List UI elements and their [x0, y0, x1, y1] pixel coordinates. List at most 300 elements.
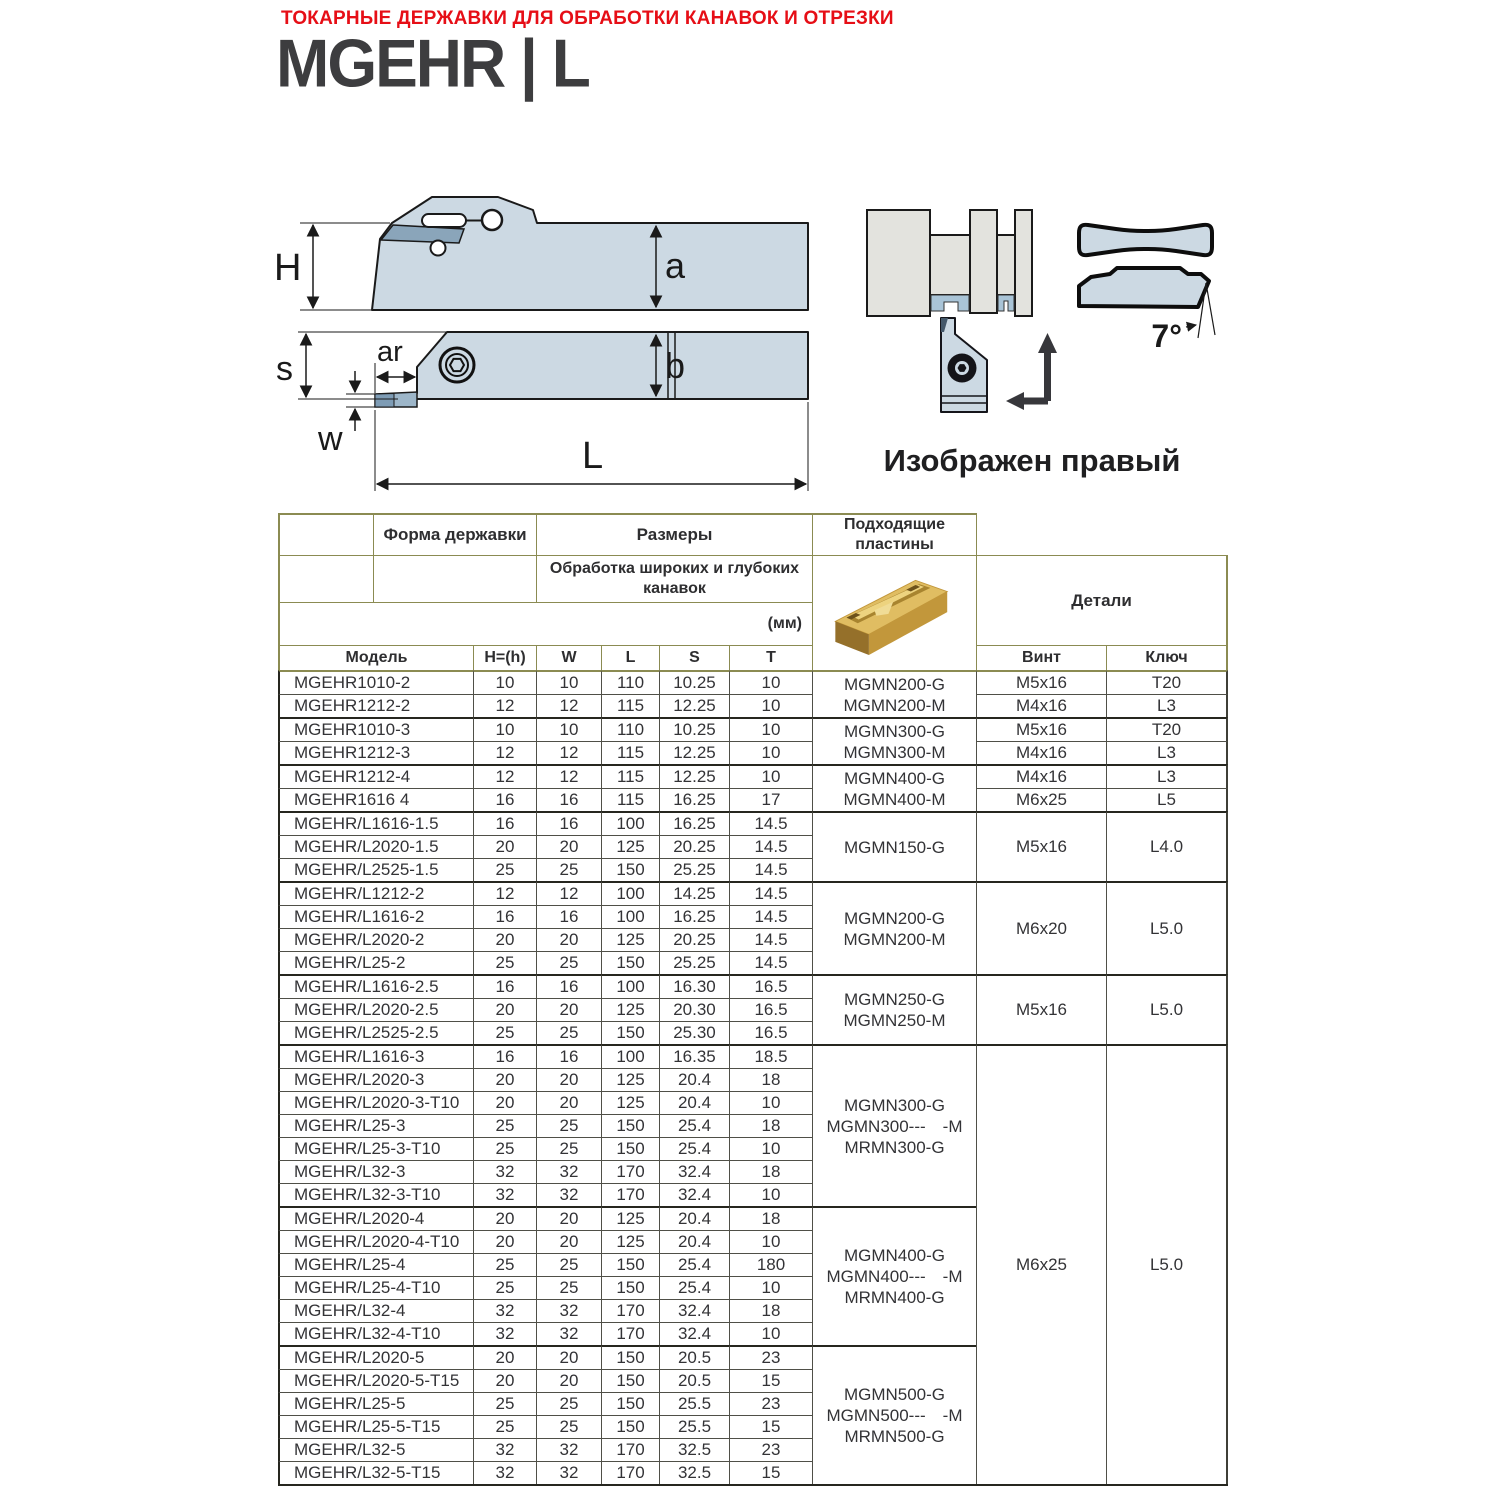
h-cell: 12 [473, 881, 536, 905]
h-cell: 25 [473, 1137, 536, 1160]
plates-cell [812, 1044, 976, 1206]
w-cell: 12 [536, 881, 601, 905]
h-cell: 20 [473, 835, 536, 858]
s-cell: 20.4 [659, 1206, 729, 1230]
s-cell: 10.25 [659, 717, 729, 741]
w-cell: 16 [536, 811, 601, 835]
workpiece-web [930, 235, 970, 295]
screw-cell: M5x16 [976, 670, 1106, 694]
l-cell: 150 [601, 858, 659, 881]
w-cell: 16 [536, 974, 601, 998]
s-cell: 32.5 [659, 1438, 729, 1461]
t-cell: 18.5 [729, 1044, 812, 1068]
screw-cell: M4x16 [976, 741, 1106, 764]
l-cell: 125 [601, 1230, 659, 1253]
l-cell: 170 [601, 1299, 659, 1322]
holder-side-view [274, 197, 808, 310]
t-cell: 14.5 [729, 951, 812, 974]
s-cell: 16.25 [659, 788, 729, 811]
l-cell: 150 [601, 1114, 659, 1137]
t-cell: 15 [729, 1461, 812, 1484]
table-row [278, 788, 1228, 811]
t-cell: 18 [729, 1114, 812, 1137]
model-cell: MGEHR/L25-2 [278, 951, 473, 974]
holder-table-body [278, 670, 1228, 1484]
model-cell: MGEHR1212-4 [278, 764, 473, 788]
spec-table [278, 513, 1228, 1484]
model-cell: MGEHR1010-2 [278, 670, 473, 694]
dimensions-header: Размеры [536, 513, 812, 555]
plates-cell [812, 811, 976, 881]
w-cell: 20 [536, 1068, 601, 1091]
model-column-header: Модель [278, 645, 473, 670]
h-cell: 25 [473, 951, 536, 974]
s-cell: 12.25 [659, 741, 729, 764]
w-cell: 20 [536, 998, 601, 1021]
h-cell: 25 [473, 1392, 536, 1415]
model-cell: MGEHR/L32-4 [278, 1299, 473, 1322]
model-cell: MGEHR/L25-3 [278, 1114, 473, 1137]
model-cell: MGEHR/L2525-2.5 [278, 1021, 473, 1044]
l-cell: 170 [601, 1160, 659, 1183]
l-cell: 150 [601, 1369, 659, 1392]
w-cell: 12 [536, 741, 601, 764]
plate-name: MRMN500-G [844, 1427, 945, 1446]
w-column-header: W [536, 645, 601, 670]
h-cell: 25 [473, 1253, 536, 1276]
t-cell: 16.5 [729, 998, 812, 1021]
t-cell: 14.5 [729, 858, 812, 881]
t-cell: 23 [729, 1438, 812, 1461]
s-cell: 20.30 [659, 998, 729, 1021]
plate-name: MGMN250-G [843, 990, 946, 1009]
t-cell: 10 [729, 717, 812, 741]
w-cell: 25 [536, 1415, 601, 1438]
dim-label-b: b [665, 345, 686, 386]
screw-cell: M4x16 [976, 694, 1106, 717]
insert-profiles [1079, 225, 1215, 354]
w-cell: 12 [536, 694, 601, 717]
plate-name: MGMN400-G [843, 768, 946, 788]
h-cell: 25 [473, 1276, 536, 1299]
s-cell: 32.5 [659, 1461, 729, 1484]
key-cell: L5.0 [1106, 1044, 1228, 1484]
plates-cell [812, 881, 976, 974]
model-cell: MGEHR1212-3 [278, 741, 473, 764]
t-cell: 23 [729, 1345, 812, 1369]
s-cell: 16.30 [659, 974, 729, 998]
screw-cell: M4x16 [976, 764, 1106, 788]
l-cell: 100 [601, 905, 659, 928]
s-cell: 32.4 [659, 1322, 729, 1345]
l-cell: 110 [601, 670, 659, 694]
model-cell: MGEHR/L25-4 [278, 1253, 473, 1276]
t-cell: 17 [729, 788, 812, 811]
plate-name: MGMN400--- -M [826, 1267, 963, 1286]
workpiece-rib [1015, 210, 1032, 316]
s-cell: 10.25 [659, 670, 729, 694]
w-cell: 32 [536, 1322, 601, 1345]
model-cell: MGEHR/L32-3-T10 [278, 1183, 473, 1206]
l-cell: 150 [601, 1415, 659, 1438]
table-row [278, 881, 1228, 905]
t-cell: 18 [729, 1068, 812, 1091]
model-cell: MGEHR/L2020-3 [278, 1068, 473, 1091]
model-cell: MGEHR/L2020-5 [278, 1345, 473, 1369]
plate-name: MGMN300--- -M [826, 1116, 963, 1136]
w-cell: 10 [536, 670, 601, 694]
dim-label-ar: ar [377, 336, 403, 368]
l-cell: 150 [601, 1137, 659, 1160]
t-cell: 10 [729, 694, 812, 717]
w-cell: 32 [536, 1461, 601, 1484]
t-cell: 10 [729, 764, 812, 788]
key-cell: L5 [1106, 788, 1228, 811]
dim-label-H: H [274, 247, 302, 289]
h-cell: 32 [473, 1461, 536, 1484]
workpiece-illustration [867, 210, 1057, 412]
t-cell: 15 [729, 1369, 812, 1392]
s-cell: 25.25 [659, 951, 729, 974]
s-cell: 12.25 [659, 764, 729, 788]
s-cell: 32.4 [659, 1183, 729, 1206]
l-cell: 125 [601, 1068, 659, 1091]
dim-label-a: a [665, 245, 686, 286]
plate-name: MGMN300-G [843, 721, 946, 741]
s-cell: 20.25 [659, 835, 729, 858]
w-cell: 32 [536, 1183, 601, 1206]
model-cell: MGEHR/L1616-1.5 [278, 811, 473, 835]
details-header: Детали [976, 555, 1228, 645]
s-cell: 25.30 [659, 1021, 729, 1044]
l-cell: 150 [601, 1276, 659, 1299]
h-cell: 32 [473, 1299, 536, 1322]
l-cell: 100 [601, 881, 659, 905]
t-cell: 18 [729, 1160, 812, 1183]
plate-name: MGMN200-M [843, 695, 946, 715]
table-row [278, 741, 1228, 764]
page-eyebrow: ТОКАРНЫЕ ДЕРЖАВКИ ДЛЯ ОБРАБОТКИ КАНАВОК И ОТРЕЗКИ [281, 8, 894, 29]
s-cell: 16.25 [659, 905, 729, 928]
l-cell: 170 [601, 1322, 659, 1345]
model-cell: MGEHR/L2020-3-T10 [278, 1091, 473, 1114]
model-cell: MGEHR/L32-5 [278, 1438, 473, 1461]
t-cell: 16.5 [729, 1021, 812, 1044]
w-cell: 20 [536, 1369, 601, 1392]
h-cell: 16 [473, 905, 536, 928]
model-cell: MGEHR/L2020-5-T15 [278, 1369, 473, 1392]
model-cell: MGEHR1616 4 [278, 788, 473, 811]
model-cell: MGEHR/L2020-2.5 [278, 998, 473, 1021]
key-cell: T20 [1106, 670, 1228, 694]
model-cell: MGEHR/L25-4-T10 [278, 1276, 473, 1299]
t-cell: 14.5 [729, 811, 812, 835]
header-spacer-cell [373, 555, 536, 602]
t-cell: 18 [729, 1299, 812, 1322]
model-cell: MGEHR/L32-3 [278, 1160, 473, 1183]
insert-front-profile [1079, 225, 1212, 255]
key-cell: L3 [1106, 741, 1228, 764]
l-cell: 125 [601, 928, 659, 951]
table-row [278, 717, 1228, 741]
model-cell: MGEHR/L1616-3 [278, 1044, 473, 1068]
t-cell: 10 [729, 670, 812, 694]
s-cell: 25.5 [659, 1392, 729, 1415]
screw-cell: M6x25 [976, 1044, 1106, 1484]
l-cell: 150 [601, 1253, 659, 1276]
table-row [278, 764, 1228, 788]
angle-arrow [1186, 325, 1196, 327]
model-cell: MGEHR/L32-5-T15 [278, 1461, 473, 1484]
model-cell: MGEHR/L1616-2 [278, 905, 473, 928]
units-header: (мм) [278, 602, 812, 645]
w-cell: 10 [536, 717, 601, 741]
spec-table-wrap [278, 513, 1228, 1486]
plate-name: MRMN300-G [844, 1137, 945, 1157]
key-cell: T20 [1106, 717, 1228, 741]
s-column-header: S [659, 645, 729, 670]
table-row [278, 670, 1228, 694]
l-cell: 170 [601, 1183, 659, 1206]
w-cell: 20 [536, 835, 601, 858]
s-cell: 25.25 [659, 858, 729, 881]
h-cell: 16 [473, 974, 536, 998]
h-cell: 25 [473, 858, 536, 881]
h-cell: 25 [473, 1021, 536, 1044]
t-cell: 15 [729, 1415, 812, 1438]
screw-column-header: Винт [976, 645, 1106, 670]
plates-cell [812, 1345, 976, 1484]
h-cell: 20 [473, 1206, 536, 1230]
l-cell: 115 [601, 741, 659, 764]
l-cell: 170 [601, 1438, 659, 1461]
plates-cell [812, 974, 976, 1044]
holder-plan-view [276, 332, 808, 491]
t-cell: 14.5 [729, 881, 812, 905]
groove-cut [998, 295, 1014, 311]
l-cell: 150 [601, 1345, 659, 1369]
h-cell: 20 [473, 1345, 536, 1369]
drawing-caption: Изображен правый [883, 443, 1181, 478]
dim-label-s: s [276, 350, 293, 388]
header-row-machining [278, 555, 1228, 602]
key-column-header: Ключ [1106, 645, 1228, 670]
groove-cut [931, 295, 969, 311]
workpiece-rib [970, 210, 997, 313]
table-row [278, 811, 1228, 835]
screw-cell: M5x16 [976, 717, 1106, 741]
model-cell: MGEHR/L32-4-T10 [278, 1322, 473, 1345]
dim-label-L: L [582, 435, 604, 477]
w-cell: 20 [536, 1091, 601, 1114]
plate-name: MGMN200-G [843, 908, 946, 928]
w-cell: 20 [536, 928, 601, 951]
w-cell: 16 [536, 905, 601, 928]
h-cell: 10 [473, 670, 536, 694]
l-cell: 150 [601, 1021, 659, 1044]
model-cell: MGEHR/L2525-1.5 [278, 858, 473, 881]
clamp-screw-hole [482, 210, 502, 230]
s-cell: 25.4 [659, 1137, 729, 1160]
t-cell: 14.5 [729, 928, 812, 951]
gold-insert-photo [820, 558, 970, 668]
h-cell: 12 [473, 694, 536, 717]
w-cell: 25 [536, 858, 601, 881]
s-cell: 20.4 [659, 1068, 729, 1091]
model-cell: MGEHR/L2020-1.5 [278, 835, 473, 858]
screw-cell: M6x25 [976, 788, 1106, 811]
machining-header: Обработка широких и глубоких канавок [536, 555, 812, 602]
plate-name: MGMN250-M [843, 1011, 946, 1030]
plates-cell [812, 764, 976, 811]
header-row-groups [278, 513, 1228, 555]
plate-name: MGMN150-G [843, 837, 946, 857]
s-cell: 20.25 [659, 928, 729, 951]
h-cell: 32 [473, 1438, 536, 1461]
l-cell: 125 [601, 1206, 659, 1230]
plate-name: MGMN300-M [843, 742, 946, 762]
angle-line [1206, 283, 1215, 335]
l-cell: 115 [601, 694, 659, 717]
insert-side-profile [1079, 268, 1209, 307]
t-cell: 10 [729, 1276, 812, 1299]
plate-name: MGMN500-G [843, 1385, 946, 1404]
t-cell: 23 [729, 1392, 812, 1415]
h-cell: 20 [473, 1091, 536, 1114]
h-cell: 20 [473, 998, 536, 1021]
key-cell: L4.0 [1106, 811, 1228, 881]
model-cell: MGEHR/L2020-2 [278, 928, 473, 951]
l-cell: 170 [601, 1461, 659, 1484]
clamp-slot [422, 214, 466, 227]
header-void-cell [976, 513, 1228, 555]
w-cell: 25 [536, 1021, 601, 1044]
plates-cell [812, 670, 976, 717]
t-cell: 14.5 [729, 905, 812, 928]
table-row [278, 1044, 1228, 1068]
clearance-angle-label: 7° [1151, 318, 1182, 354]
clamp-notch [431, 241, 446, 256]
insert-tip-front [375, 394, 394, 408]
w-cell: 32 [536, 1438, 601, 1461]
h-column-header: H=(h) [473, 645, 536, 670]
t-cell: 10 [729, 1230, 812, 1253]
s-cell: 25.4 [659, 1114, 729, 1137]
l-cell: 125 [601, 998, 659, 1021]
l-cell: 125 [601, 1091, 659, 1114]
h-cell: 16 [473, 1044, 536, 1068]
technical-drawing [260, 155, 1260, 510]
plate-name: MGMN400-G [843, 1246, 946, 1265]
t-cell: 10 [729, 1137, 812, 1160]
key-cell: L3 [1106, 764, 1228, 788]
h-cell: 16 [473, 788, 536, 811]
t-cell: 16.5 [729, 974, 812, 998]
key-cell: L5.0 [1106, 974, 1228, 1044]
s-cell: 20.5 [659, 1345, 729, 1369]
h-cell: 32 [473, 1183, 536, 1206]
h-cell: 25 [473, 1114, 536, 1137]
t-cell: 18 [729, 1206, 812, 1230]
workpiece-web [997, 235, 1015, 295]
s-cell: 25.4 [659, 1253, 729, 1276]
h-cell: 32 [473, 1160, 536, 1183]
w-cell: 25 [536, 951, 601, 974]
t-column-header: T [729, 645, 812, 670]
s-cell: 16.35 [659, 1044, 729, 1068]
model-cell: MGEHR/L25-5 [278, 1392, 473, 1415]
s-cell: 20.4 [659, 1091, 729, 1114]
model-cell: MGEHR1010-3 [278, 717, 473, 741]
w-cell: 25 [536, 1276, 601, 1299]
plates-cell [812, 1206, 976, 1345]
model-cell: MGEHR/L25-3-T10 [278, 1137, 473, 1160]
plate-name: MGMN400-M [843, 789, 946, 809]
model-cell: MGEHR/L1616-2.5 [278, 974, 473, 998]
l-cell: 100 [601, 1044, 659, 1068]
header-spacer-cell [278, 555, 373, 602]
plates-cell [812, 717, 976, 764]
workpiece-block [867, 210, 930, 316]
w-cell: 32 [536, 1299, 601, 1322]
model-cell: MGEHR/L1212-2 [278, 881, 473, 905]
t-cell: 10 [729, 741, 812, 764]
l-cell: 115 [601, 764, 659, 788]
h-cell: 32 [473, 1322, 536, 1345]
plate-name: MGMN500--- -M [826, 1406, 963, 1425]
h-cell: 16 [473, 811, 536, 835]
s-cell: 32.4 [659, 1160, 729, 1183]
s-cell: 12.25 [659, 694, 729, 717]
plate-name: MGMN200-G [843, 674, 946, 694]
insert-photo-cell [812, 555, 976, 670]
l-cell: 150 [601, 1392, 659, 1415]
w-cell: 20 [536, 1206, 601, 1230]
w-cell: 20 [536, 1230, 601, 1253]
h-cell: 10 [473, 717, 536, 741]
l-cell: 100 [601, 974, 659, 998]
h-cell: 20 [473, 1369, 536, 1392]
inserts-header: Подходящие пластины [812, 513, 976, 555]
l-column-header: L [601, 645, 659, 670]
w-cell: 16 [536, 1044, 601, 1068]
header-row-columns [278, 645, 1228, 670]
w-cell: 25 [536, 1114, 601, 1137]
t-cell: 10 [729, 1183, 812, 1206]
h-cell: 12 [473, 764, 536, 788]
w-cell: 12 [536, 764, 601, 788]
model-cell: MGEHR/L2020-4-T10 [278, 1230, 473, 1253]
w-cell: 32 [536, 1160, 601, 1183]
key-cell: L3 [1106, 694, 1228, 717]
screw-cell: M6x20 [976, 881, 1106, 974]
holder-shape-header: Форма державки [373, 513, 536, 555]
table-row [278, 694, 1228, 717]
dim-label-w: w [318, 420, 343, 458]
w-cell: 25 [536, 1137, 601, 1160]
t-cell: 10 [729, 1091, 812, 1114]
s-cell: 25.4 [659, 1276, 729, 1299]
t-cell: 180 [729, 1253, 812, 1276]
page-title: MGEHR | L [276, 25, 589, 102]
w-cell: 16 [536, 788, 601, 811]
s-cell: 20.5 [659, 1369, 729, 1392]
l-cell: 150 [601, 951, 659, 974]
s-cell: 14.25 [659, 881, 729, 905]
h-cell: 20 [473, 928, 536, 951]
l-cell: 115 [601, 788, 659, 811]
w-cell: 20 [536, 1345, 601, 1369]
